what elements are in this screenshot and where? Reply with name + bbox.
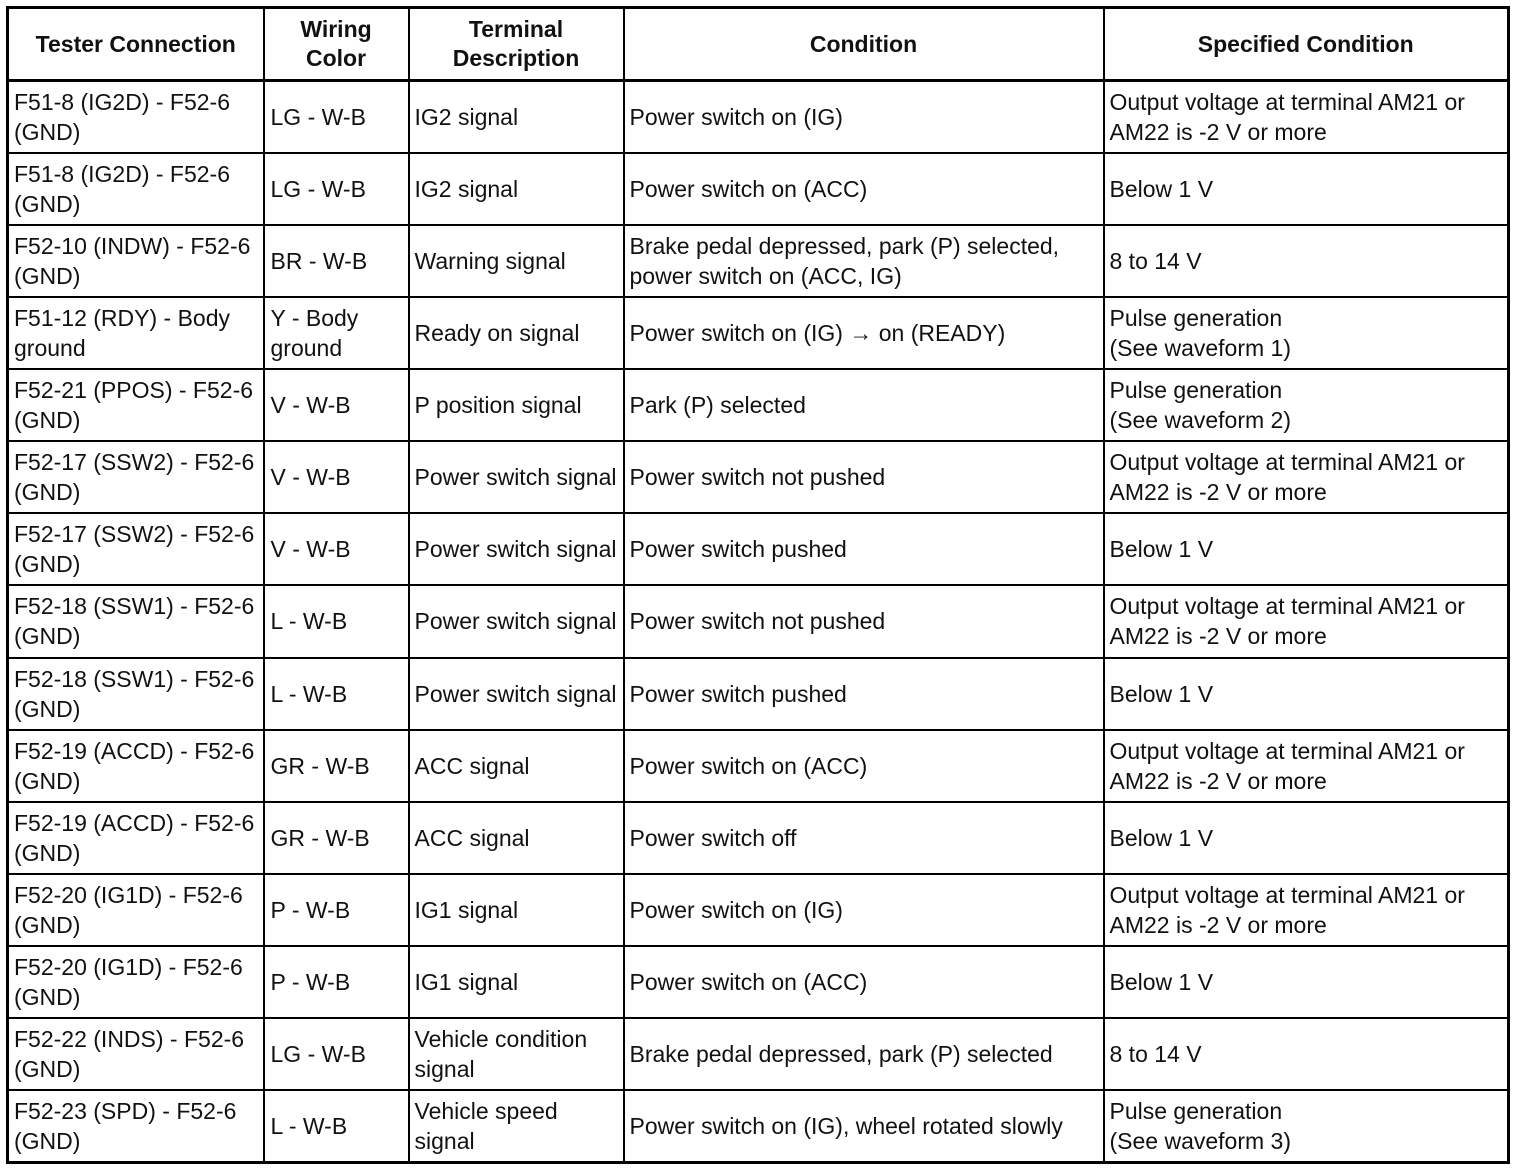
cell-condition: Power switch on (ACC) xyxy=(624,153,1104,225)
cell-condition: Power switch pushed xyxy=(624,513,1104,585)
cell-specified-condition: Below 1 V xyxy=(1104,513,1509,585)
cell-terminal-description: IG2 signal xyxy=(409,81,624,154)
cell-terminal-description: IG2 signal xyxy=(409,153,624,225)
cell-tester-connection: F51-12 (RDY) - Body ground xyxy=(8,297,264,369)
table-row xyxy=(8,730,1509,802)
cell-terminal-description: Ready on signal xyxy=(409,297,624,369)
table-row xyxy=(8,369,1509,441)
cell-tester-connection: F52-18 (SSW1) - F52-6 (GND) xyxy=(8,585,264,657)
table-row xyxy=(8,874,1509,946)
cell-tester-connection: F51-8 (IG2D) - F52-6 (GND) xyxy=(8,81,264,154)
cell-specified-condition: 8 to 14 V xyxy=(1104,1018,1509,1090)
cell-specified-condition: Output voltage at terminal AM21 or AM22 is -2 V or more xyxy=(1104,585,1509,657)
cell-condition: Park (P) selected xyxy=(624,369,1104,441)
header-condition: Condition xyxy=(624,8,1104,81)
cell-specified-condition: Pulse generation (See waveform 1) xyxy=(1104,297,1509,369)
cell-specified-condition: Output voltage at terminal AM21 or AM22 is -2 V or more xyxy=(1104,874,1509,946)
cell-condition: Power switch on (IG) xyxy=(624,81,1104,154)
cell-terminal-description: Vehicle speed signal xyxy=(409,1090,624,1163)
cell-terminal-description: ACC signal xyxy=(409,730,624,802)
table-row xyxy=(8,658,1509,730)
cell-tester-connection: F52-23 (SPD) - F52-6 (GND) xyxy=(8,1090,264,1163)
cell-terminal-description: P position signal xyxy=(409,369,624,441)
cell-terminal-description: Warning signal xyxy=(409,225,624,297)
cell-wiring-color: V - W-B xyxy=(264,513,409,585)
table-row xyxy=(8,802,1509,874)
table-row xyxy=(8,153,1509,225)
cell-wiring-color: GR - W-B xyxy=(264,730,409,802)
cell-terminal-description: ACC signal xyxy=(409,802,624,874)
cell-tester-connection: F52-20 (IG1D) - F52-6 (GND) xyxy=(8,946,264,1018)
cell-tester-connection: F52-18 (SSW1) - F52-6 (GND) xyxy=(8,658,264,730)
cell-tester-connection: F52-21 (PPOS) - F52-6 (GND) xyxy=(8,369,264,441)
cell-terminal-description: Power switch signal xyxy=(409,658,624,730)
header-specified-condition: Specified Condition xyxy=(1104,8,1509,81)
cell-terminal-description: Power switch signal xyxy=(409,513,624,585)
cell-wiring-color: L - W-B xyxy=(264,585,409,657)
header-row xyxy=(8,8,1509,81)
cell-specified-condition: Below 1 V xyxy=(1104,153,1509,225)
cell-tester-connection: F52-20 (IG1D) - F52-6 (GND) xyxy=(8,874,264,946)
cell-condition: Power switch on (IG) → on (READY) xyxy=(624,297,1104,369)
cell-condition: Power switch on (IG) xyxy=(624,874,1104,946)
cell-wiring-color: L - W-B xyxy=(264,1090,409,1163)
cell-condition: Power switch pushed xyxy=(624,658,1104,730)
cell-specified-condition: Output voltage at terminal AM21 or AM22 is -2 V or more xyxy=(1104,730,1509,802)
cell-tester-connection: F52-17 (SSW2) - F52-6 (GND) xyxy=(8,441,264,513)
cell-specified-condition: Pulse generation (See waveform 2) xyxy=(1104,369,1509,441)
cell-wiring-color: BR - W-B xyxy=(264,225,409,297)
cell-specified-condition: Pulse generation (See waveform 3) xyxy=(1104,1090,1509,1163)
cell-condition: Brake pedal depressed, park (P) selected, power switch on (ACC, IG) xyxy=(624,225,1104,297)
cell-wiring-color: Y - Body ground xyxy=(264,297,409,369)
table-row xyxy=(8,946,1509,1018)
cell-condition: Power switch on (ACC) xyxy=(624,946,1104,1018)
cell-tester-connection: F52-10 (INDW) - F52-6 (GND) xyxy=(8,225,264,297)
cell-wiring-color: P - W-B xyxy=(264,874,409,946)
cell-wiring-color: V - W-B xyxy=(264,369,409,441)
cell-condition: Power switch on (ACC) xyxy=(624,730,1104,802)
table-row xyxy=(8,225,1509,297)
table-row xyxy=(8,585,1509,657)
cell-wiring-color: L - W-B xyxy=(264,658,409,730)
cell-specified-condition: Below 1 V xyxy=(1104,658,1509,730)
header-tester-connection: Tester Connection xyxy=(8,8,264,81)
cell-terminal-description: Power switch signal xyxy=(409,585,624,657)
cell-tester-connection: F52-19 (ACCD) - F52-6 (GND) xyxy=(8,730,264,802)
cell-specified-condition: Below 1 V xyxy=(1104,946,1509,1018)
cell-specified-condition: Output voltage at terminal AM21 or AM22 is -2 V or more xyxy=(1104,81,1509,154)
cell-wiring-color: P - W-B xyxy=(264,946,409,1018)
cell-condition: Power switch not pushed xyxy=(624,441,1104,513)
cell-wiring-color: GR - W-B xyxy=(264,802,409,874)
table-row xyxy=(8,297,1509,369)
cell-specified-condition: Below 1 V xyxy=(1104,802,1509,874)
cell-tester-connection: F51-8 (IG2D) - F52-6 (GND) xyxy=(8,153,264,225)
cell-tester-connection: F52-19 (ACCD) - F52-6 (GND) xyxy=(8,802,264,874)
cell-condition: Power switch on (IG), wheel rotated slowly xyxy=(624,1090,1104,1163)
table-row xyxy=(8,81,1509,154)
cell-terminal-description: IG1 signal xyxy=(409,946,624,1018)
cell-wiring-color: LG - W-B xyxy=(264,153,409,225)
terminal-check-table xyxy=(6,6,1510,1164)
cell-wiring-color: LG - W-B xyxy=(264,81,409,154)
table-row xyxy=(8,441,1509,513)
cell-condition: Power switch off xyxy=(624,802,1104,874)
header-terminal-description: Terminal Description xyxy=(409,8,624,81)
header-wiring-color: Wiring Color xyxy=(264,8,409,81)
cell-condition: Brake pedal depressed, park (P) selected xyxy=(624,1018,1104,1090)
cell-tester-connection: F52-22 (INDS) - F52-6 (GND) xyxy=(8,1018,264,1090)
cell-tester-connection: F52-17 (SSW2) - F52-6 (GND) xyxy=(8,513,264,585)
cell-condition: Power switch not pushed xyxy=(624,585,1104,657)
cell-terminal-description: Vehicle condition signal xyxy=(409,1018,624,1090)
cell-wiring-color: LG - W-B xyxy=(264,1018,409,1090)
cell-wiring-color: V - W-B xyxy=(264,441,409,513)
cell-specified-condition: 8 to 14 V xyxy=(1104,225,1509,297)
cell-specified-condition: Output voltage at terminal AM21 or AM22 is -2 V or more xyxy=(1104,441,1509,513)
cell-terminal-description: Power switch signal xyxy=(409,441,624,513)
cell-terminal-description: IG1 signal xyxy=(409,874,624,946)
table-row xyxy=(8,513,1509,585)
table-row xyxy=(8,1018,1509,1090)
table-row xyxy=(8,1090,1509,1163)
